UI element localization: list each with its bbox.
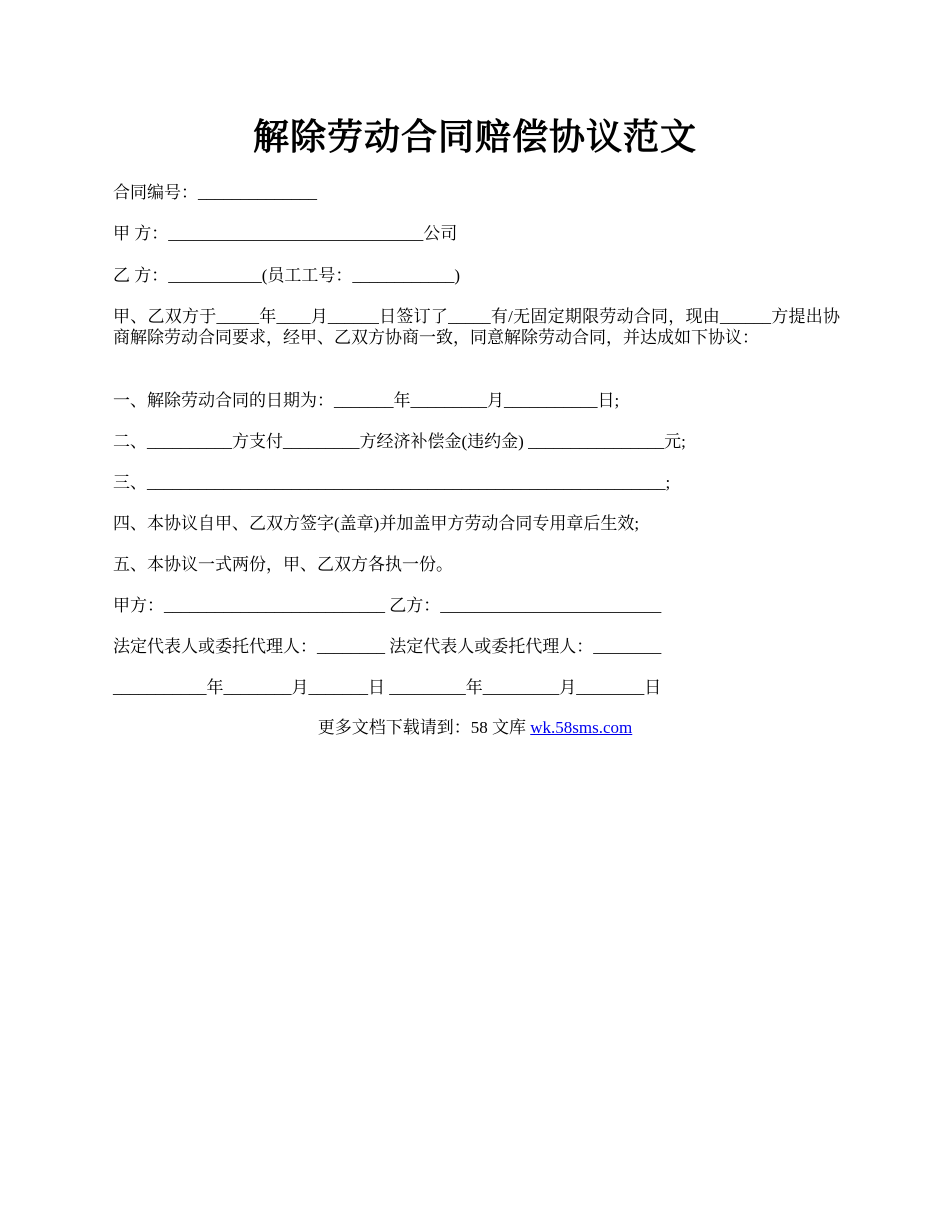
clause-1: 一、解除劳动合同的日期为：_______年_________月___________日; <box>113 391 620 410</box>
footer-link[interactable]: wk.58sms.com <box>530 718 633 737</box>
document-title: 解除劳动合同赔偿协议范文 <box>252 117 697 157</box>
signature-line: 甲方：__________________________ 乙方：__________________________ <box>113 596 662 615</box>
representative-line: 法定代表人或委托代理人：________ 法定代表人或委托代理人：________ <box>113 637 662 656</box>
date-line: ___________年________月_______日 _________年_________月________日 <box>113 678 662 697</box>
clause-4: 四、本协议自甲、乙双方签字(盖章)并加盖甲方劳动合同专用章后生效; <box>113 514 640 533</box>
footer-text: 更多文档下载请到：58 文库 <box>317 718 531 737</box>
footer <box>0 717 950 738</box>
contract-number-line: 合同编号：______________ <box>113 183 317 202</box>
party-b-line: 乙 方：___________(员工工号：____________) <box>113 266 461 285</box>
clause-5: 五、本协议一式两份，甲、乙双方各执一份。 <box>113 555 453 574</box>
clause-2: 二、__________方支付_________方经济补偿金(违约金) ________________元; <box>113 432 686 451</box>
party-a-line: 甲 方：______________________________公司 <box>113 224 458 243</box>
intro-paragraph: 甲、乙双方于_____年____月______日签订了_____有/无固定期限劳动合同，现由______方提出协商解除劳动合同要求，经甲、乙双方协商一致，同意解除劳动合同，并达成如下协议： <box>113 307 840 347</box>
clause-3: 三、_____________________________________________________________; <box>113 473 671 492</box>
